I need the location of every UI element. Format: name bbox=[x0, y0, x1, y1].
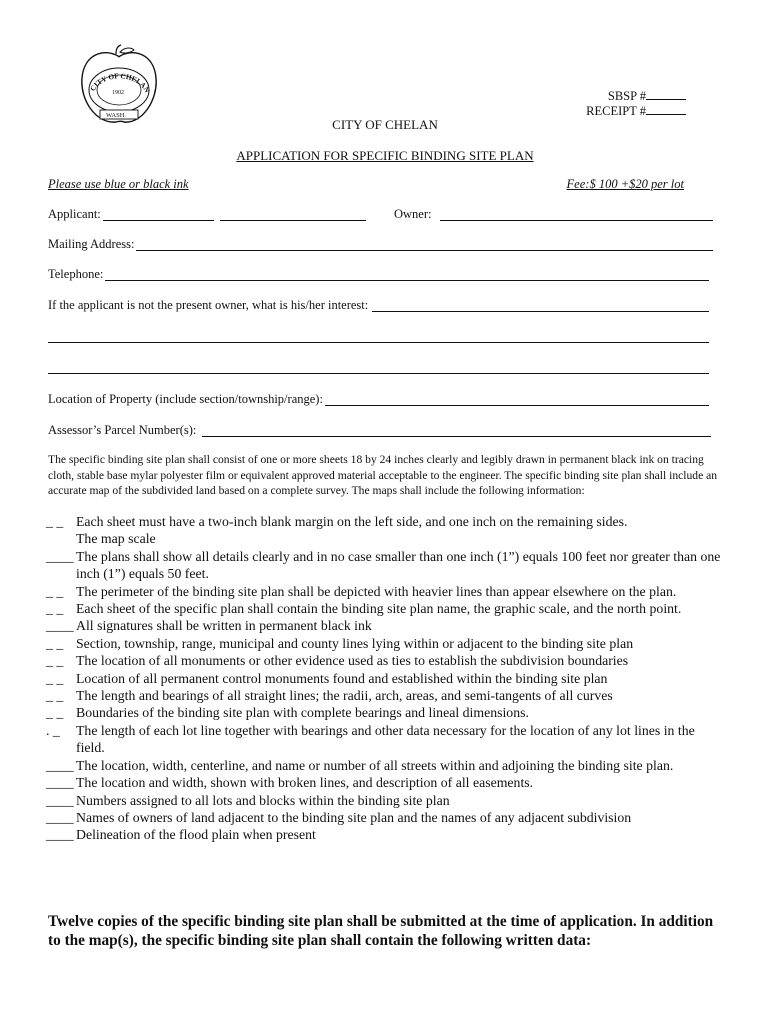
list-item bbox=[46, 774, 726, 791]
list-item bbox=[46, 600, 726, 617]
list-item-text: The perimeter of the binding site plan shall be depicted with heavier lines than appear elsewhere on the plan. bbox=[76, 583, 677, 599]
check-blank[interactable]: _ _ bbox=[46, 601, 64, 617]
list-item bbox=[46, 826, 726, 843]
mailing-field[interactable] bbox=[136, 239, 713, 251]
list-item-text: The map scale bbox=[76, 531, 156, 547]
list-item-text: The location, width, centerline, and name or number of all streets within and adjoining the binding site plan. bbox=[76, 757, 674, 773]
location-row bbox=[48, 392, 709, 406]
list-item bbox=[46, 809, 726, 826]
applicant-label: Applicant: bbox=[48, 207, 101, 221]
mailing-label: Mailing Address: bbox=[48, 237, 135, 251]
list-item-text: Location of all permanent control monuments found and established within the binding site plan bbox=[76, 670, 608, 686]
receipt-blank[interactable] bbox=[646, 104, 686, 115]
list-item bbox=[46, 652, 726, 669]
telephone-field[interactable] bbox=[105, 269, 709, 281]
checklist bbox=[46, 513, 726, 844]
applicant-field-2[interactable] bbox=[220, 209, 366, 221]
check-blank[interactable]: ____ bbox=[46, 809, 74, 825]
check-blank[interactable] bbox=[46, 530, 76, 547]
check-blank[interactable]: _ _ bbox=[46, 653, 64, 669]
check-blank[interactable]: _ _ bbox=[46, 635, 64, 651]
check-blank[interactable]: _ _ bbox=[46, 514, 64, 529]
list-item bbox=[46, 757, 726, 774]
list-item-text: Boundaries of the binding site plan with complete bearings and lineal dimensions. bbox=[76, 705, 529, 721]
page-title: APPLICATION FOR SPECIFIC BINDING SITE PLAN bbox=[236, 148, 534, 163]
interest-line-3[interactable] bbox=[48, 373, 709, 374]
city-name: CITY OF CHELAN bbox=[332, 117, 438, 132]
intro-paragraph: The specific binding site plan shall consist of one or more sheets 18 by 24 inches clearly and legibly drawn in permanent black ink on tracing cloth, stable base mylar polyester film or equivalent approved material acceptable to the engineer. The specific binding site plan shall include an accurate map of the subdivided land based on a complete survey. The maps shall include the following information: bbox=[48, 453, 718, 497]
receipt-label: RECEIPT # bbox=[586, 104, 646, 118]
interest-label: If the applicant is not the present owner, what is his/her interest: bbox=[48, 298, 369, 312]
list-item bbox=[46, 792, 726, 809]
closing-paragraph: Twelve copies of the specific binding site plan shall be submitted at the time of application. In addition to the map(s), the specific binding site plan shall contain the following written data: bbox=[48, 913, 714, 949]
parcel-row bbox=[48, 423, 711, 437]
list-item bbox=[46, 530, 726, 547]
telephone-label: Telephone: bbox=[48, 267, 104, 281]
owner-field[interactable] bbox=[440, 209, 714, 221]
receipt-number bbox=[560, 104, 686, 118]
list-item-text: The length and bearings of all straight lines; the radii, arch, areas, and semi-tangents of all curves bbox=[76, 688, 613, 704]
list-item-text: Numbers assigned to all lots and blocks within the binding site plan bbox=[76, 792, 450, 808]
seal-text-top: CITY OF CHELAN bbox=[88, 72, 151, 95]
check-blank[interactable]: _ _ bbox=[46, 705, 64, 721]
list-item-text: Each sheet must have a two-inch blank margin on the left side, and one inch on the remaining sides. bbox=[76, 514, 628, 529]
check-blank[interactable]: ____ bbox=[46, 827, 74, 843]
check-blank[interactable]: ____ bbox=[46, 775, 74, 791]
list-item bbox=[46, 704, 726, 721]
list-item bbox=[46, 548, 726, 583]
check-blank[interactable]: _ _ bbox=[46, 688, 64, 704]
list-item bbox=[46, 670, 726, 687]
location-label: Location of Property (include section/township/range): bbox=[48, 392, 323, 406]
mailing-row bbox=[48, 237, 713, 251]
telephone-row bbox=[48, 267, 709, 281]
seal-text-year: 1902 bbox=[112, 90, 124, 96]
list-item-text: The location and width, shown with broken lines, and description of all easements. bbox=[76, 775, 534, 791]
sbsp-number bbox=[560, 89, 686, 103]
seal-text-bottom: WASH. bbox=[106, 112, 127, 119]
interest-line-2[interactable] bbox=[48, 342, 709, 343]
owner-label: Owner: bbox=[394, 207, 432, 221]
sbsp-blank[interactable] bbox=[646, 89, 686, 100]
parcel-label: Assessor’s Parcel Number(s): bbox=[48, 423, 197, 437]
list-item-text: The plans shall show all details clearly and in no case smaller than one inch (1”) equals 100 feet nor greater than one inch (1”) equals 50 feet. bbox=[76, 548, 721, 582]
list-item-text: Section, township, range, municipal and county lines lying within or adjacent to the binding site plan bbox=[76, 635, 634, 651]
list-item-text: The location of all monuments or other evidence used as ties to establish the subdivision boundaries bbox=[76, 653, 629, 669]
fee-note: Fee:$ 100 +$20 per lot bbox=[566, 177, 684, 191]
list-item bbox=[46, 722, 726, 757]
check-blank[interactable]: ____ bbox=[46, 548, 74, 564]
check-blank[interactable]: ____ bbox=[46, 618, 74, 634]
sbsp-label: SBSP # bbox=[607, 89, 646, 103]
list-item bbox=[46, 583, 726, 600]
interest-field[interactable] bbox=[372, 300, 709, 312]
list-item bbox=[46, 617, 726, 634]
owner-row bbox=[394, 207, 713, 221]
location-field[interactable] bbox=[325, 394, 709, 406]
applicant-field[interactable] bbox=[103, 209, 215, 221]
list-item-text: Names of owners of land adjacent to the binding site plan and the names of any adjacent subdivision bbox=[76, 809, 632, 825]
list-item-text: The length of each lot line together with bearings and other data necessary for the location of any lot lines in the field. bbox=[76, 722, 695, 756]
list-item bbox=[46, 687, 726, 704]
list-item bbox=[46, 513, 726, 530]
parcel-field[interactable] bbox=[202, 425, 711, 437]
list-item-text: Each sheet of the specific plan shall contain the binding site plan name, the graphic scale, and the north point. bbox=[76, 601, 682, 617]
list-item-text: Delineation of the flood plain when present bbox=[76, 827, 316, 843]
interest-row bbox=[48, 298, 709, 312]
check-blank[interactable]: ____ bbox=[46, 792, 74, 808]
list-item-text: All signatures shall be written in permanent black ink bbox=[76, 618, 372, 634]
applicant-row bbox=[48, 207, 366, 221]
check-blank[interactable]: ____ bbox=[46, 757, 74, 773]
check-blank[interactable]: _ _ bbox=[46, 583, 64, 599]
list-item bbox=[46, 635, 726, 652]
ink-note: Please use blue or black ink bbox=[48, 177, 189, 191]
check-blank[interactable]: _ _ bbox=[46, 670, 64, 686]
check-blank[interactable]: . _ bbox=[46, 722, 60, 738]
